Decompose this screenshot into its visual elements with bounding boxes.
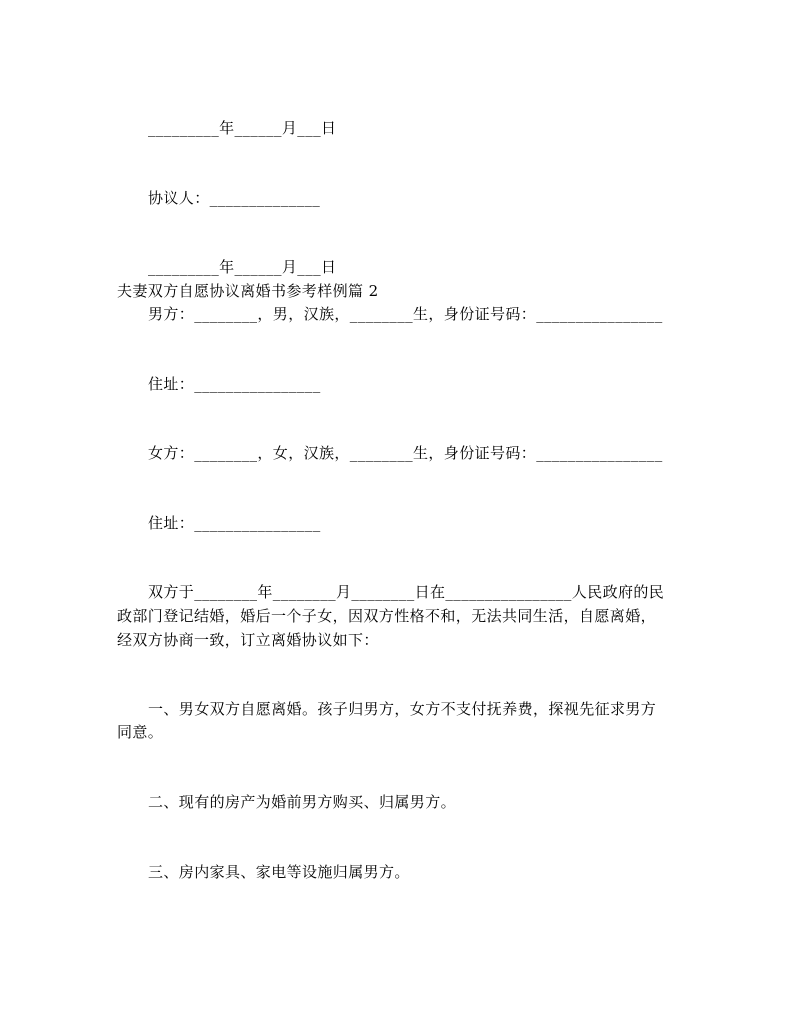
- husband-info: 男方：________，男，汉族，________生，身份证号码：________________: [148, 305, 663, 323]
- date-line-2: _________年______月___日: [148, 258, 337, 276]
- husband-address: 住址：________________: [148, 375, 321, 393]
- clause-2: 二、现有的房产为婚前男方购买、归属男方。: [148, 793, 457, 811]
- clause-1-line-1: 一、男女双方自愿离婚。孩子归男方，女方不支付抚养费，探视先征求男方: [148, 700, 657, 718]
- intro-paragraph-line-1: 双方于________年________月________日在________________人民政府的民: [148, 583, 665, 601]
- wife-address: 住址：________________: [148, 514, 321, 532]
- intro-paragraph-line-3: 经双方协商一致，订立离婚协议如下：: [117, 631, 379, 649]
- wife-info: 女方：________，女，汉族，________生，身份证号码：________________: [148, 444, 663, 462]
- clause-3: 三、房内家具、家电等设施归属男方。: [148, 863, 410, 881]
- date-line: _________年______月___日: [148, 119, 337, 137]
- signer-line: 协议人：______________: [148, 189, 321, 207]
- intro-paragraph-line-2: 政部门登记结婚，婚后一个子女，因双方性格不和，无法共同生活，自愿离婚，: [117, 607, 657, 625]
- section-heading: 夫妻双方自愿协议离婚书参考样例篇 2: [117, 282, 379, 300]
- clause-1-line-2: 同意。: [117, 723, 164, 741]
